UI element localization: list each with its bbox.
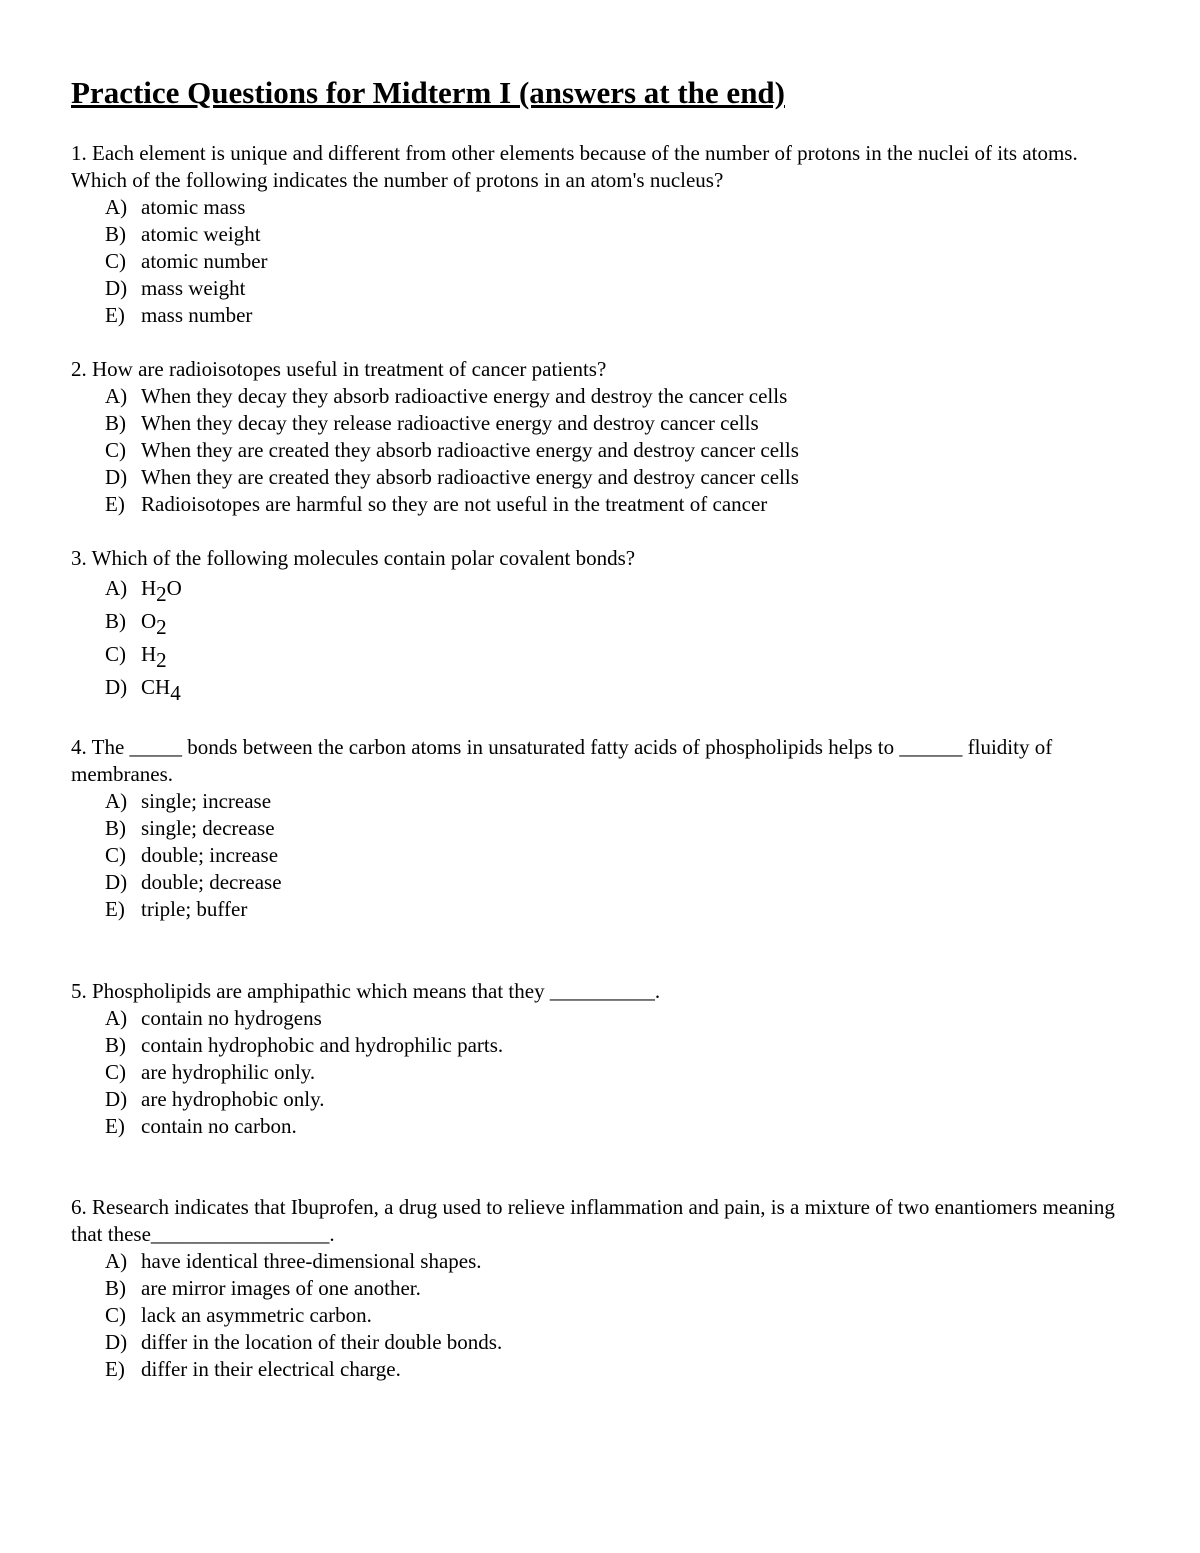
option-text: atomic mass — [141, 195, 246, 219]
option — [105, 1329, 1131, 1356]
option — [105, 383, 1131, 410]
option-label: C) — [105, 1060, 126, 1084]
formula-subscript: 2 — [156, 615, 167, 639]
option-label: A) — [105, 789, 128, 813]
formula-rest: O — [166, 576, 182, 600]
option — [105, 248, 1131, 275]
option-label: C) — [105, 843, 126, 867]
option-text: single; decrease — [141, 816, 275, 840]
option-label: A) — [105, 1006, 128, 1030]
formula-base: O — [141, 609, 157, 633]
option-label: E) — [105, 1114, 125, 1138]
option-text: contain no hydrogens — [141, 1006, 322, 1030]
option — [105, 1005, 1131, 1032]
option — [105, 842, 1131, 869]
option — [105, 1113, 1131, 1140]
option-text: mass number — [141, 303, 253, 327]
question-stem: 2. How are radioisotopes useful in treatment of cancer patients? — [71, 357, 607, 381]
option-list — [71, 383, 1131, 518]
option-text: double; decrease — [141, 870, 282, 894]
option-label: C) — [105, 642, 126, 666]
option-label: B) — [105, 609, 126, 633]
option — [105, 815, 1131, 842]
option — [105, 788, 1131, 815]
option-text: have identical three-dimensional shapes. — [141, 1249, 482, 1273]
option-label: B) — [105, 411, 126, 435]
option — [105, 221, 1131, 248]
option-label: B) — [105, 222, 126, 246]
option — [105, 1086, 1131, 1113]
formula-base: H — [141, 642, 157, 666]
formula-subscript: 2 — [156, 582, 167, 606]
option-text: lack an asymmetric carbon. — [141, 1303, 372, 1327]
option — [105, 1275, 1131, 1302]
option-text: When they decay they release radioactive energy and destroy cancer cells — [141, 411, 759, 435]
option-text: Radioisotopes are harmful so they are not useful in the treatment of cancer — [141, 492, 768, 516]
option-label: B) — [105, 816, 126, 840]
option — [105, 302, 1131, 329]
option-label: D) — [105, 1087, 128, 1111]
option-label: D) — [105, 465, 128, 489]
option — [105, 194, 1131, 221]
question-5 — [71, 978, 1131, 1140]
option-label: D) — [105, 1330, 128, 1354]
option — [105, 464, 1131, 491]
question-2 — [71, 356, 1131, 518]
option — [105, 605, 1131, 638]
option-text: are mirror images of one another. — [141, 1276, 421, 1300]
option-text: When they are created they absorb radioactive energy and destroy cancer cells — [141, 465, 799, 489]
option-text: atomic number — [141, 249, 268, 273]
option — [105, 437, 1131, 464]
option-text: are hydrophilic only. — [141, 1060, 316, 1084]
option-label: E) — [105, 492, 125, 516]
question-stem: 4. The _____ bonds between the carbon atoms in unsaturated fatty acids of phospholipids helps to ______ fluidity of membranes. — [71, 735, 1053, 786]
option — [105, 896, 1131, 923]
option — [105, 275, 1131, 302]
page-title: Practice Questions for Midterm I (answers at the end) — [71, 75, 785, 110]
option — [105, 638, 1131, 671]
option-list — [71, 1005, 1131, 1140]
option-label: A) — [105, 1249, 128, 1273]
option-list — [71, 572, 1131, 704]
option-text: differ in the location of their double bonds. — [141, 1330, 503, 1354]
question-1 — [71, 140, 1131, 329]
option — [105, 1302, 1131, 1329]
option-text: contain no carbon. — [141, 1114, 297, 1138]
option-label: E) — [105, 1357, 125, 1381]
option-label: A) — [105, 384, 128, 408]
formula-subscript: 2 — [156, 648, 167, 672]
option-text: single; increase — [141, 789, 272, 813]
option-list — [71, 1248, 1131, 1383]
formula-subscript: 4 — [170, 681, 181, 705]
option — [105, 1059, 1131, 1086]
option-label: D) — [105, 276, 128, 300]
option-label: C) — [105, 249, 126, 273]
option — [105, 1248, 1131, 1275]
option-text: contain hydrophobic and hydrophilic parts. — [141, 1033, 504, 1057]
option-text: double; increase — [141, 843, 279, 867]
option — [105, 1032, 1131, 1059]
formula-base: H — [141, 576, 157, 600]
question-stem: 5. Phospholipids are amphipathic which means that they __________. — [71, 979, 661, 1003]
question-stem: 3. Which of the following molecules contain polar covalent bonds? — [71, 546, 636, 570]
option — [105, 671, 1131, 704]
option — [105, 410, 1131, 437]
question-4 — [71, 734, 1131, 923]
question-stem: 1. Each element is unique and different from other elements because of the number of protons in the nuclei of its atoms. Which of the following indicates the number of protons in an atom's nucleus? — [71, 141, 1078, 192]
option-text: When they decay they absorb radioactive energy and destroy the cancer cells — [141, 384, 788, 408]
option-text: are hydrophobic only. — [141, 1087, 325, 1111]
option-text: triple; buffer — [141, 897, 248, 921]
option-label: A) — [105, 576, 128, 600]
option-label: D) — [105, 870, 128, 894]
option — [105, 572, 1131, 605]
option-text: atomic weight — [141, 222, 261, 246]
option-list — [71, 194, 1131, 329]
formula-base: CH — [141, 675, 171, 699]
option-text: mass weight — [141, 276, 246, 300]
option-label: B) — [105, 1033, 126, 1057]
option-label: E) — [105, 897, 125, 921]
question-stem: 6. Research indicates that Ibuprofen, a drug used to relieve inflammation and pain, is a mixture of two enantiomers meaning that these_________________. — [71, 1195, 1115, 1246]
question-3 — [71, 545, 1131, 704]
option — [105, 869, 1131, 896]
option-text: differ in their electrical charge. — [141, 1357, 401, 1381]
option-label: E) — [105, 303, 125, 327]
option — [105, 491, 1131, 518]
option — [105, 1356, 1131, 1383]
option-text: When they are created they absorb radioactive energy and destroy cancer cells — [141, 438, 799, 462]
option-label: A) — [105, 195, 128, 219]
question-6 — [71, 1194, 1131, 1383]
option-label: D) — [105, 675, 128, 699]
option-list — [71, 788, 1131, 923]
option-label: C) — [105, 438, 126, 462]
option-label: C) — [105, 1303, 126, 1327]
option-label: B) — [105, 1276, 126, 1300]
